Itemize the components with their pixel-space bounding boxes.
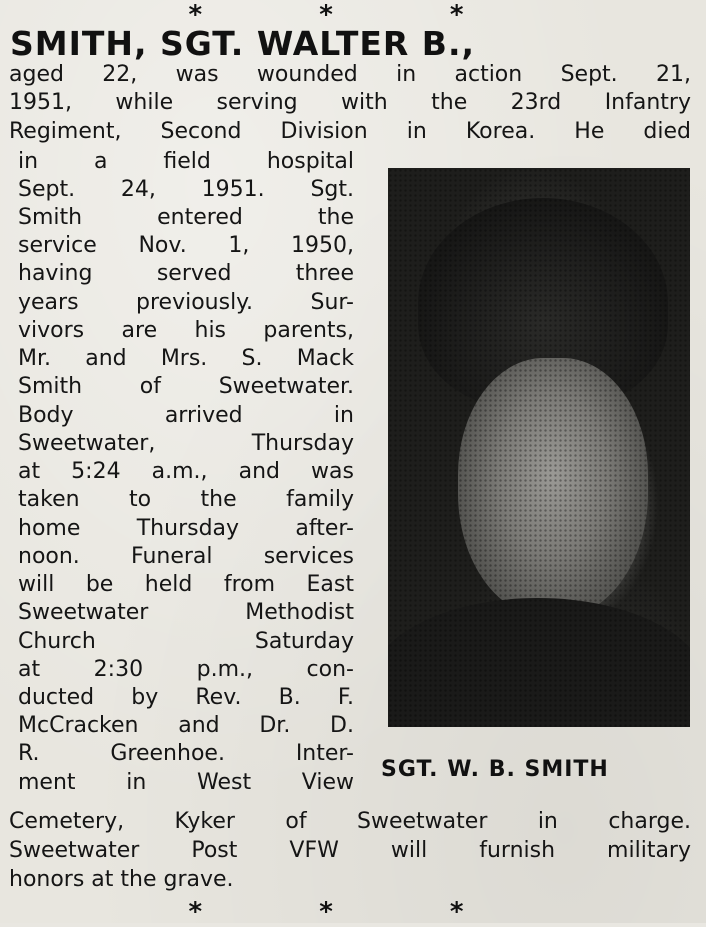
body-line: Sweetwater Post VFW will furnish military [9,838,691,863]
body-line: at 2:30 p.m., con- [18,657,354,682]
body-line: Church Saturday [18,629,354,654]
body-line: years previously. Sur- [18,290,354,315]
body-line: Regiment, Second Division in Korea. He died [9,119,691,144]
body-line: will be held from East [18,572,354,597]
obituary-headline: SMITH, SGT. WALTER B., [10,24,476,63]
body-line: Sweetwater Methodist [18,600,354,625]
body-line: McCracken and Dr. D. [18,713,354,738]
body-line: ducted by Rev. B. F. [18,685,354,710]
body-line: Sept. 24, 1951. Sgt. [18,177,354,202]
body-line: having served three [18,261,354,286]
body-line: Sweetwater, Thursday [18,431,354,456]
body-line: R. Greenhoe. Inter- [18,741,354,766]
body-line: in a field hospital [18,149,354,174]
portrait-photo [388,168,690,727]
body-line: Body arrived in [18,403,354,428]
halftone-screen [388,168,690,727]
body-line: noon. Funeral services [18,544,354,569]
body-line: aged 22, was wounded in action Sept. 21, [9,62,691,87]
body-line: Mr. and Mrs. S. Mack [18,346,354,371]
top-star-divider: * * * [188,0,518,30]
body-line: Smith of Sweetwater. [18,374,354,399]
body-line: 1951, while serving with the 23rd Infantry [9,90,691,115]
body-line: service Nov. 1, 1950, [18,233,354,258]
bottom-star-divider: * * * [188,897,518,927]
body-line: Cemetery, Kyker of Sweetwater in charge. [9,809,691,834]
body-line: Smith entered the [18,205,354,230]
body-line: honors at the grave. [9,867,234,892]
body-line: ment in West View [18,770,354,795]
body-line: home Thursday after- [18,516,354,541]
body-line: at 5:24 a.m., and was [18,459,354,484]
body-line: taken to the family [18,487,354,512]
photo-caption: SGT. W. B. SMITH [381,757,609,782]
body-line: vivors are his parents, [18,318,354,343]
